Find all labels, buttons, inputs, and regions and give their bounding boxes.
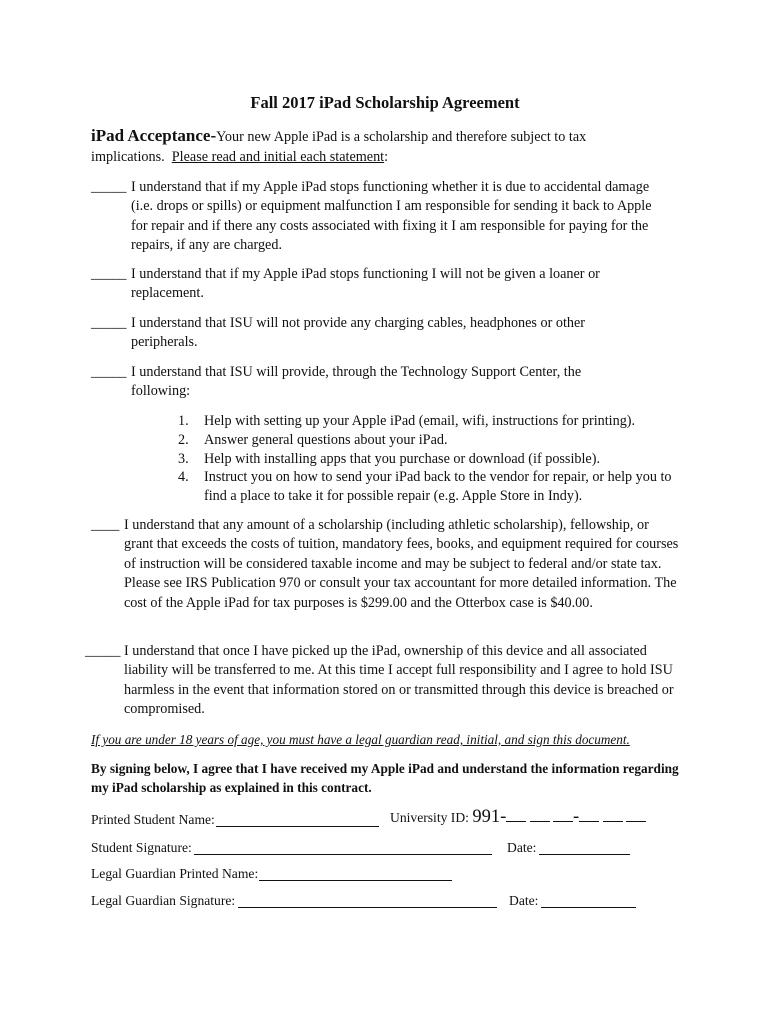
- id-digit-blank[interactable]: [506, 807, 526, 822]
- list-item: [178, 468, 678, 506]
- id-digit-blank[interactable]: [626, 807, 646, 822]
- guardian-date-label: Date:: [509, 893, 539, 908]
- list-item-number: 2.: [178, 431, 189, 448]
- university-id-field: [390, 807, 646, 828]
- list-item-text: Instruct you on how to send your iPad back to the vendor for repair, or help you to find a place to take it for possible repair (e.g. Apple Store in Indy).: [204, 469, 672, 505]
- student-signature-line[interactable]: [194, 854, 492, 855]
- initial-blank-1[interactable]: _____: [91, 179, 127, 195]
- university-id-dash: -: [573, 807, 580, 827]
- list-item: [178, 431, 678, 450]
- list-item: [178, 412, 678, 431]
- statement-6-text: I understand that once I have picked up the iPad, ownership of this device and all associated liability will be transferred to me. At this time I accept full responsibility and I agree to hold ISU harmless in the event that information stored on or transmitted through this device is breached or compromised.: [124, 643, 674, 718]
- student-name-label: Printed Student Name:: [91, 812, 215, 827]
- guardian-date-line[interactable]: [541, 907, 636, 908]
- document-title: Fall 2017 iPad Scholarship Agreement: [250, 93, 520, 112]
- initial-blank-4[interactable]: _____: [91, 364, 127, 380]
- intro-paragraph: [91, 126, 651, 167]
- intro-lead: iPad Acceptance-: [91, 126, 217, 145]
- list-item-number: 1.: [178, 413, 189, 429]
- id-digit-blank[interactable]: [603, 807, 623, 822]
- intro-instruction: Please read and initial each statement: [171, 149, 385, 165]
- initial-blank-5[interactable]: ____: [91, 517, 120, 533]
- id-digit-blank[interactable]: [579, 807, 599, 822]
- initial-blank-2[interactable]: _____: [91, 266, 127, 282]
- list-item-text: Answer general questions about your iPad.: [204, 431, 448, 448]
- list-item: [178, 450, 678, 469]
- intro-text: Your new Apple iPad is a scholarship and therefore subject to tax implications.: [91, 129, 587, 165]
- initial-blank-6[interactable]: _____: [85, 643, 121, 659]
- university-id-label: University ID:: [390, 810, 473, 825]
- statement-2-text: I understand that if my Apple iPad stops functioning I will not be given a loaner or replacement.: [131, 266, 600, 302]
- list-item-number: 3.: [178, 450, 189, 467]
- id-digit-blank[interactable]: [553, 807, 573, 822]
- student-name-line[interactable]: [216, 826, 379, 827]
- university-id-prefix: 991-: [472, 807, 507, 827]
- list-item-text: Help with installing apps that you purchase or download (if possible).: [204, 450, 600, 467]
- guardian-name-label: Legal Guardian Printed Name:: [91, 866, 259, 881]
- list-item-number: 4.: [178, 469, 189, 486]
- statement-1-text: I understand that if my Apple iPad stops functioning whether it is due to accidental damage (i.e. drops or spills) or equipment malfunction I am responsible for sending it back to Apple for repair and if there any costs associated with fixing it I am responsible for paying for the repairs, if any are charged.: [131, 179, 652, 254]
- statement-4-text: I understand that ISU will provide, through the Technology Support Center, the following:: [131, 364, 582, 400]
- guardian-notice: If you are under 18 years of age, you must have a legal guardian read, initial, and sign this document.: [91, 732, 630, 747]
- guardian-signature-line[interactable]: [238, 907, 497, 908]
- agreement-statement: By signing below, I agree that I have received my Apple iPad and understand the information regarding my iPad scholarship as explained in this contract.: [91, 761, 679, 795]
- statement-3-text: I understand that ISU will not provide any charging cables, headphones or other peripherals.: [131, 315, 586, 351]
- student-date-line[interactable]: [539, 854, 630, 855]
- support-list: [178, 412, 678, 506]
- guardian-signature-label: Legal Guardian Signature:: [91, 893, 236, 908]
- student-date-label: Date:: [507, 840, 537, 855]
- guardian-name-line[interactable]: [259, 880, 452, 881]
- initial-blank-3[interactable]: _____: [91, 315, 127, 331]
- intro-colon: :: [384, 149, 389, 165]
- statement-5-text: I understand that any amount of a scholarship (including athletic scholarship), fellowship, or grant that exceeds the costs of tuition, mandatory fees, books, and equipment required for courses of instruction will be considered taxable income and may be subject to federal and/or state tax. Please see IRS Publication 970 or consult your tax accountant for more detailed information. The cost of the Apple iPad for tax purposes is $299.00 and the Otterbox case is $40.00.: [124, 517, 679, 611]
- id-digit-blank[interactable]: [530, 807, 550, 822]
- student-signature-label: Student Signature:: [91, 840, 192, 855]
- list-item-text: Help with setting up your Apple iPad (email, wifi, instructions for printing).: [204, 413, 636, 429]
